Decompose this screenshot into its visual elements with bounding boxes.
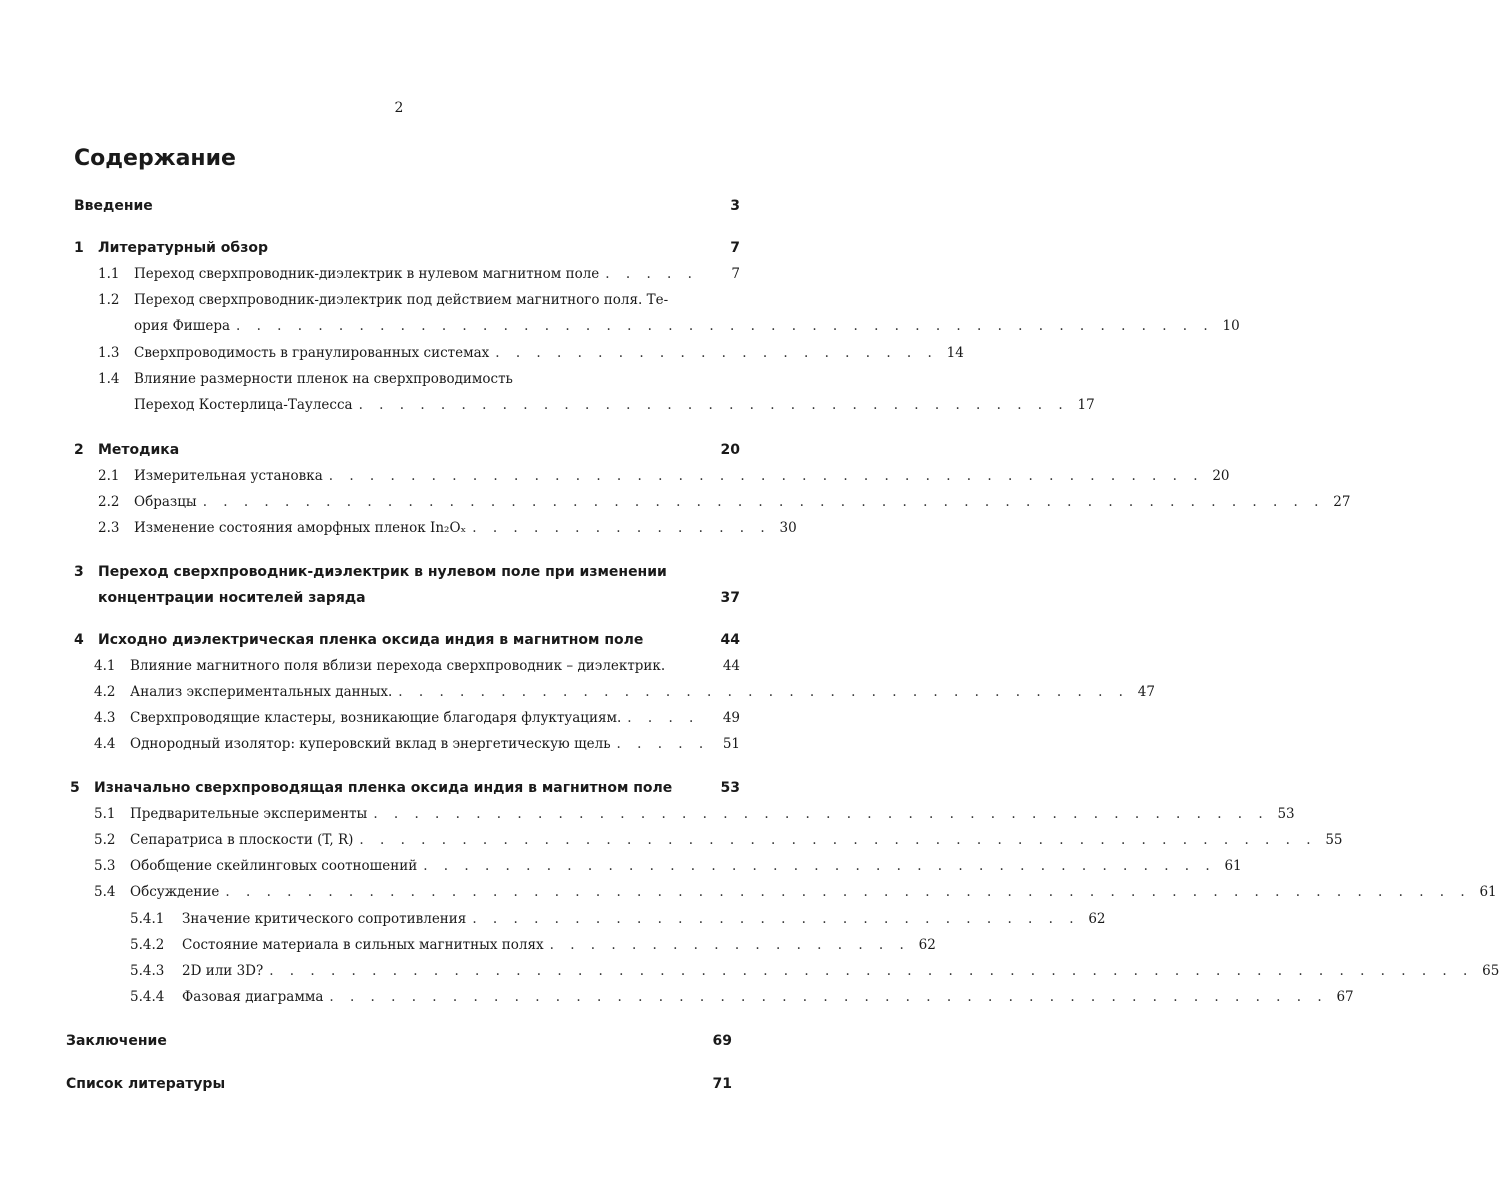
- toc-entry-title: Образцы: [134, 494, 197, 510]
- toc-entry-number: 5.4.3: [130, 963, 165, 979]
- toc-entry-page: 61: [1479, 884, 1497, 900]
- toc-section-5-4[interactable]: 5.4 Обсуждение . . . . . . . . . . . . . . . . . . . . . . . . . . . . . . . . . . . . . . . . . . . . . . . . . . . . . . . . . . . . . 61: [94, 881, 740, 903]
- toc-entry-title: Влияние размерности пленок на сверхпроводимость: [134, 371, 513, 387]
- toc-entry-page: 20: [720, 442, 740, 458]
- toc-section-1-1[interactable]: 1.1 Переход сверхпроводник-диэлектрик в нулевом магнитном поле . . . . . 7: [98, 263, 740, 285]
- toc-entry-number: 1.1: [98, 266, 120, 282]
- toc-entry-number: 5.4.2: [130, 937, 165, 953]
- toc-entry-references[interactable]: [66, 1073, 732, 1095]
- toc-chapter-3-line1[interactable]: [74, 561, 667, 583]
- toc-entry-title: Сверхпроводящие кластеры, возникающие благодаря флуктуациям.: [130, 710, 622, 726]
- toc-entry-title: Анализ экспериментальных данных.: [130, 684, 393, 700]
- toc-entry-title: Фазовая диаграмма: [182, 989, 324, 1005]
- toc-entry-number: 3: [74, 564, 84, 580]
- toc-entry-page: 14: [946, 345, 964, 361]
- toc-entry-title: Изменение состояния аморфных пленок In₂Oₓ: [134, 520, 467, 536]
- toc-entry-page: 17: [1077, 397, 1095, 413]
- toc-entry-number: 5.4.4: [130, 989, 165, 1005]
- toc-entry-number: 4.2: [94, 684, 116, 700]
- toc-section-5-3[interactable]: 5.3 Обобщение скейлинговых соотношений . . . . . . . . . . . . . . . . . . . . . . . . . . . . . . . . . . . . . . . 61: [94, 855, 740, 877]
- toc-chapter-4[interactable]: [74, 629, 740, 651]
- toc-entry-number: 4.4: [94, 736, 116, 752]
- toc-entry-number: 4: [74, 632, 84, 648]
- toc-entry-number: 5: [70, 780, 80, 796]
- toc-entry-page: 53: [1277, 806, 1295, 822]
- toc-chapter-5[interactable]: [70, 777, 740, 799]
- toc-section-4-1[interactable]: [94, 655, 740, 677]
- toc-chapter-2[interactable]: [74, 439, 740, 461]
- page-number: 2: [394, 100, 404, 116]
- toc-entry-title: Однородный изолятор: куперовский вклад в энергетическую щель: [130, 736, 611, 752]
- toc-entry-conclusion[interactable]: [66, 1030, 732, 1052]
- toc-entry-title-cont: Переход Костерлица-Таулесса: [134, 397, 353, 413]
- toc-entry-intro[interactable]: [74, 195, 740, 217]
- toc-entry-title: Значение критического сопротивления: [182, 911, 467, 927]
- toc-entry-title: Влияние магнитного поля вблизи перехода сверхпроводник – диэлектрик.: [130, 658, 666, 674]
- toc-section-1-2[interactable]: ория Фишера . . . . . . . . . . . . . . . . . . . . . . . . . . . . . . . . . . . . . . . . . . . . . . . . 10: [134, 315, 740, 337]
- toc-entry-number: 2: [74, 442, 84, 458]
- toc-subsection-5-4-3[interactable]: 5.4.3 2D или 3D? . . . . . . . . . . . . . . . . . . . . . . . . . . . . . . . . . . . . . . . . . . . . . . . . . . . . . . . . . . . 65: [130, 960, 740, 982]
- toc-entry-page: 30: [779, 520, 797, 536]
- toc-section-5-1[interactable]: 5.1 Предварительные эксперименты . . . . . . . . . . . . . . . . . . . . . . . . . . . . . . . . . . . . . . . . . . . . 53: [94, 803, 740, 825]
- toc-entry-number: 5.1: [94, 806, 116, 822]
- toc-entry-page: 49: [722, 710, 740, 726]
- toc-entry-number: 5.4.1: [130, 911, 165, 927]
- toc-section-4-2[interactable]: 4.2 Анализ экспериментальных данных. . . . . . . . . . . . . . . . . . . . . . . . . . . . . . . . . . . . . 47: [94, 681, 740, 703]
- toc-entry-title-cont: ория Фишера: [134, 318, 231, 334]
- toc-entry-title: Измерительная установка: [134, 468, 323, 484]
- toc-entry-page: 3: [730, 198, 740, 214]
- toc-entry-page: 65: [1482, 963, 1499, 979]
- toc-section-1-4-line1[interactable]: [98, 368, 513, 390]
- toc-entry-page: 7: [730, 240, 740, 256]
- toc-entry-page: 71: [712, 1076, 732, 1092]
- toc-entry-title: Обсуждение: [130, 884, 220, 900]
- toc-entry-number: 4.1: [94, 658, 116, 674]
- toc-entry-title: Переход сверхпроводник-диэлектрик в нулевом магнитном поле: [134, 266, 600, 282]
- toc-entry-number: 1.4: [98, 371, 120, 387]
- toc-entry-title: 2D или 3D?: [182, 963, 264, 979]
- page-title: Содержание: [74, 146, 236, 171]
- toc-entry-page: 44: [722, 658, 740, 674]
- toc-entry-page: 62: [1088, 911, 1106, 927]
- toc-entry-title: Заключение: [66, 1033, 167, 1049]
- toc-subsection-5-4-4[interactable]: 5.4.4 Фазовая диаграмма . . . . . . . . . . . . . . . . . . . . . . . . . . . . . . . . . . . . . . . . . . . . . . . . . 67: [130, 986, 740, 1008]
- toc-entry-number: 5.3: [94, 858, 116, 874]
- toc-section-5-2[interactable]: 5.2 Сепаратриса в плоскости (T, R) . . . . . . . . . . . . . . . . . . . . . . . . . . . . . . . . . . . . . . . . . . . . . . . 55: [94, 829, 740, 851]
- toc-entry-page: 67: [1336, 989, 1354, 1005]
- toc-entry-page: 27: [1333, 494, 1351, 510]
- toc-entry-page: 51: [722, 736, 740, 752]
- toc-section-4-3[interactable]: 4.3 Сверхпроводящие кластеры, возникающие благодаря флуктуациям. . . . . 49: [94, 707, 740, 729]
- toc-entry-title: Исходно диэлектрическая пленка оксида индия в магнитном поле: [98, 632, 644, 648]
- toc-entry-number: 4.3: [94, 710, 116, 726]
- toc-section-2-2[interactable]: 2.2 Образцы . . . . . . . . . . . . . . . . . . . . . . . . . . . . . . . . . . . . . . . . . . . . . . . . . . . . . . . 27: [98, 491, 740, 513]
- toc-entry-title: Литературный обзор: [98, 240, 268, 256]
- toc-entry-title: Список литературы: [66, 1076, 226, 1092]
- toc-chapter-3[interactable]: [98, 587, 740, 609]
- toc-entry-title: Переход сверхпроводник-диэлектрик под действием магнитного поля. Те-: [134, 292, 669, 308]
- toc-subsection-5-4-1[interactable]: 5.4.1 Значение критического сопротивления . . . . . . . . . . . . . . . . . . . . . . . . . . . . . . 62: [130, 908, 740, 930]
- toc-chapter-1[interactable]: [74, 237, 740, 259]
- toc-section-1-2-line1[interactable]: [98, 289, 668, 311]
- toc-entry-page: 69: [712, 1033, 732, 1049]
- toc-entry-title: Переход сверхпроводник-диэлектрик в нулевом поле при изменении: [98, 564, 667, 580]
- toc-section-2-1[interactable]: 2.1 Измерительная установка . . . . . . . . . . . . . . . . . . . . . . . . . . . . . . . . . . . . . . . . . . . 20: [98, 465, 740, 487]
- toc-entry-number: 1.2: [98, 292, 120, 308]
- toc-entry-number: 1.3: [98, 345, 120, 361]
- toc-entry-page: 10: [1222, 318, 1240, 334]
- toc-entry-page: 7: [731, 266, 740, 282]
- toc-section-4-4[interactable]: 4.4 Однородный изолятор: куперовский вклад в энергетическую щель . . . . . 51: [94, 733, 740, 755]
- toc-section-1-3[interactable]: 1.3 Сверхпроводимость в гранулированных системах . . . . . . . . . . . . . . . . . . . . . . 14: [98, 342, 740, 364]
- toc-entry-page: 44: [720, 632, 740, 648]
- toc-entry-page: 61: [1224, 858, 1242, 874]
- toc-entry-title: Предварительные эксперименты: [130, 806, 368, 822]
- toc-section-1-4[interactable]: Переход Костерлица-Таулесса . . . . . . . . . . . . . . . . . . . . . . . . . . . . . . . . . . . 17: [134, 394, 740, 416]
- toc-section-2-3[interactable]: 2.3 Изменение состояния аморфных пленок In₂Oₓ . . . . . . . . . . . . . . . 30: [98, 517, 740, 539]
- toc-subsection-5-4-2[interactable]: 5.4.2 Состояние материала в сильных магнитных полях . . . . . . . . . . . . . . . . . . 62: [130, 934, 740, 956]
- toc-entry-title: Изначально сверхпроводящая пленка оксида индия в магнитном поле: [94, 780, 673, 796]
- toc-entry-number: 2.1: [98, 468, 120, 484]
- toc-entry-page: 37: [720, 590, 740, 606]
- toc-entry-number: 5.4: [94, 884, 116, 900]
- toc-entry-number: 2.2: [98, 494, 120, 510]
- toc-entry-number: 1: [74, 240, 84, 256]
- toc-entry-title-cont: концентрации носителей заряда: [98, 590, 366, 606]
- toc-entry-title: Состояние материала в сильных магнитных полях: [182, 937, 544, 953]
- toc-entry-page: 55: [1325, 832, 1343, 848]
- toc-entry-title: Сепаратриса в плоскости (T, R): [130, 832, 354, 848]
- toc-entry-page: 20: [1212, 468, 1230, 484]
- toc-entry-title: Обобщение скейлинговых соотношений: [130, 858, 418, 874]
- toc-entry-number: 5.2: [94, 832, 116, 848]
- toc-entry-title: Введение: [74, 198, 153, 214]
- toc-entry-number: 2.3: [98, 520, 120, 536]
- toc-entry-page: 47: [1137, 684, 1155, 700]
- toc-entry-page: 53: [720, 780, 740, 796]
- toc-entry-page: 62: [918, 937, 936, 953]
- toc-entry-title: Методика: [98, 442, 180, 458]
- toc-entry-title: Сверхпроводимость в гранулированных системах: [134, 345, 490, 361]
